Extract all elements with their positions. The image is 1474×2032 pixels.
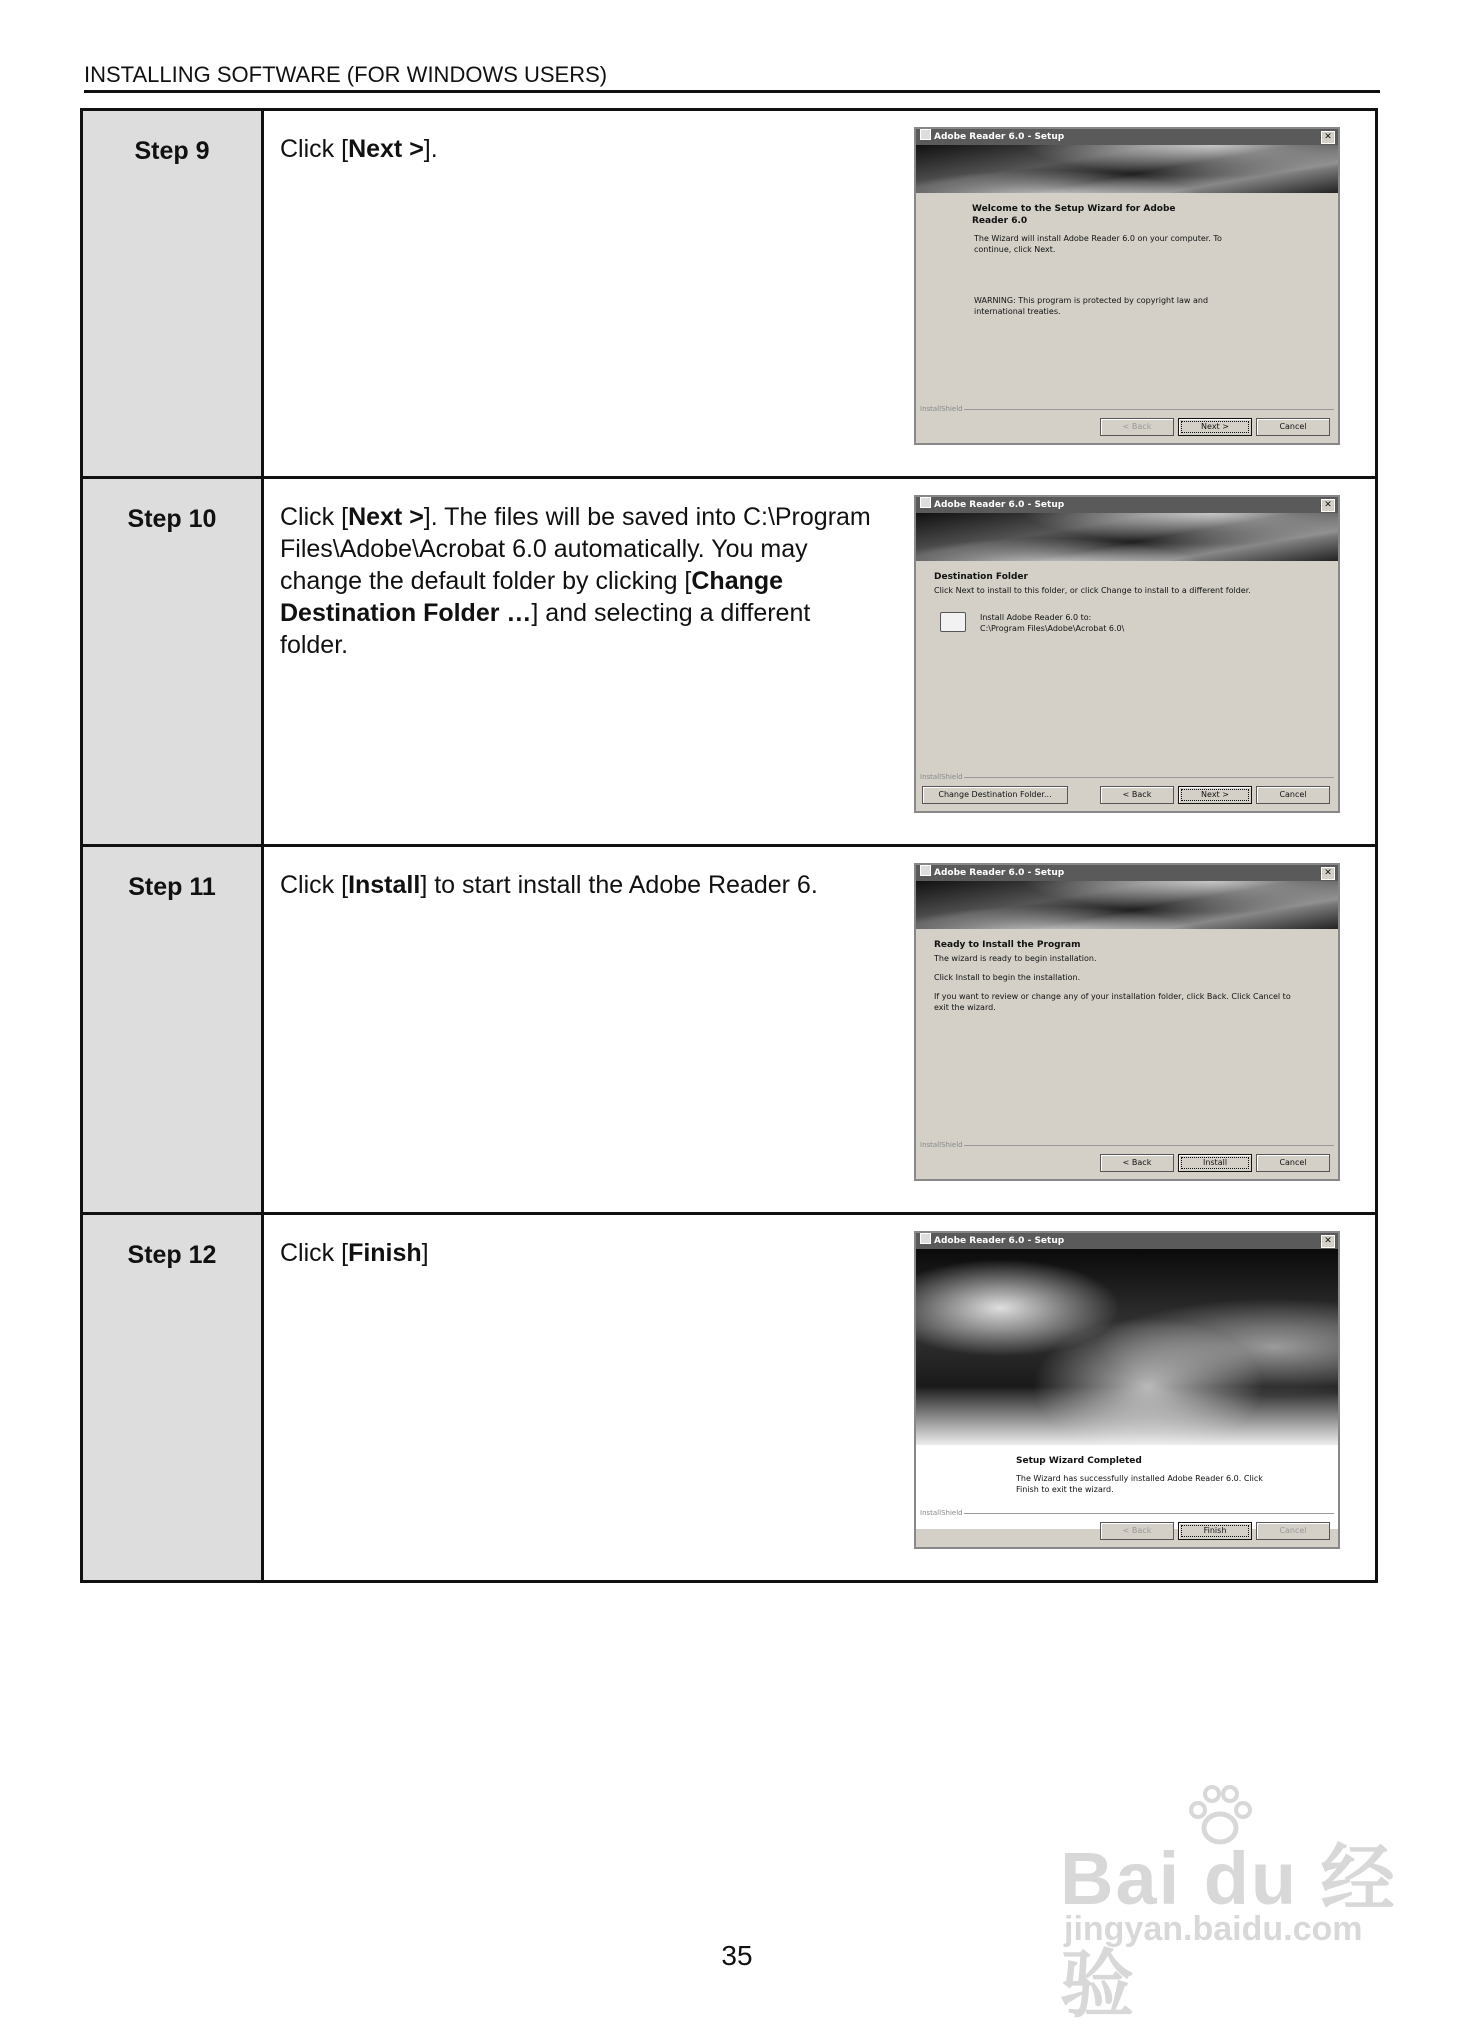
dialog-text: The Wizard will install Adobe Reader 6.0 on your computer. To continue, click Next. — [974, 234, 1222, 254]
back-button: < Back — [1100, 418, 1174, 436]
setup-dialog-screenshot — [914, 1231, 1340, 1549]
setup-app-icon — [920, 497, 931, 508]
change-destination-button: Change Destination Folder... — [922, 786, 1068, 804]
step-instruction: Click [Finish] — [280, 1239, 429, 1267]
dialog-heading: Welcome to the Setup Wizard for Adobe Reader 6.0 — [972, 204, 1176, 226]
dialog-banner-image — [916, 881, 1338, 929]
step-body — [263, 110, 1377, 478]
dialog-titlebar: Adobe Reader 6.0 - Setup ✕ — [916, 129, 1338, 145]
step-label: Step 11 — [82, 846, 263, 1214]
close-icon: ✕ — [1321, 867, 1335, 880]
step-label: Step 9 — [82, 110, 263, 478]
step-row — [82, 110, 1377, 478]
dialog-titlebar: Adobe Reader 6.0 - Setup ✕ — [916, 497, 1338, 513]
folder-icon — [940, 612, 966, 632]
cancel-button: Cancel — [1256, 786, 1330, 804]
dialog-heading: Ready to Install the Program — [934, 940, 1081, 950]
close-icon: ✕ — [1321, 499, 1335, 512]
dialog-text: The Wizard has successfully installed Adobe Reader 6.0. Click Finish to exit the wizard. — [1016, 1474, 1263, 1494]
step-label: Step 12 — [82, 1214, 263, 1582]
dialog-text: Click Next to install to this folder, or click Change to install to a different folder. — [934, 586, 1251, 595]
back-button: < Back — [1100, 1154, 1174, 1172]
cancel-button: Cancel — [1256, 1522, 1330, 1540]
dialog-text: The wizard is ready to begin installation. — [934, 954, 1097, 963]
watermark-url: jingyan.baidu.com — [1064, 1910, 1363, 1948]
dialog-heading: Setup Wizard Completed — [1016, 1456, 1142, 1466]
dialog-text: Click Install to begin the installation. — [934, 973, 1081, 982]
cancel-button: Cancel — [1256, 1154, 1330, 1172]
step-instruction: Click [Next >]. The files will be saved into C:\Program Files\Adobe\Acrobat 6.0 automatically. You may change the default folder by clicking [Change Destination Folder …] and selecting a different folder. — [280, 503, 871, 659]
page-header: INSTALLING SOFTWARE (FOR WINDOWS USERS) — [84, 60, 1380, 93]
step-label: Step 10 — [82, 478, 263, 846]
step-body — [263, 478, 1377, 846]
dialog-titlebar: Adobe Reader 6.0 - Setup ✕ — [916, 865, 1338, 881]
dialog-banner-image — [916, 513, 1338, 561]
setup-app-icon — [920, 129, 931, 140]
installshield-label: InstallShield — [920, 405, 963, 413]
step-row — [82, 1214, 1377, 1582]
steps-table — [80, 108, 1378, 1583]
dialog-banner-image — [916, 145, 1338, 193]
installshield-label: InstallShield — [920, 773, 963, 781]
next-button: Next > — [1178, 786, 1252, 804]
setup-app-icon — [920, 865, 931, 876]
next-button: Next > — [1178, 418, 1252, 436]
dialog-warning: WARNING: This program is protected by copyright law and international treaties. — [974, 296, 1209, 316]
step-row — [82, 478, 1377, 846]
folder-label: Install Adobe Reader 6.0 to: — [980, 613, 1092, 622]
setup-dialog-screenshot — [914, 127, 1340, 445]
dialog-text: If you want to review or change any of your installation folder, click Back. Click Cancel to exit the wizard. — [934, 992, 1291, 1012]
back-button: < Back — [1100, 786, 1174, 804]
step-row — [82, 846, 1377, 1214]
install-button: Install — [1178, 1154, 1252, 1172]
installshield-label: InstallShield — [920, 1509, 963, 1517]
close-icon: ✕ — [1321, 1235, 1335, 1248]
finish-button: Finish — [1178, 1522, 1252, 1540]
dialog-titlebar: Adobe Reader 6.0 - Setup ✕ — [916, 1233, 1338, 1249]
setup-app-icon — [920, 1233, 931, 1244]
setup-dialog-screenshot — [914, 495, 1340, 813]
dialog-heading: Destination Folder — [934, 572, 1028, 582]
page-number: 35 — [721, 1940, 753, 1971]
dialog-banner-image — [916, 1249, 1338, 1445]
setup-dialog-screenshot — [914, 863, 1340, 1181]
step-body — [263, 1214, 1377, 1582]
baidu-watermark — [1060, 1780, 1440, 2026]
step-body — [263, 846, 1377, 1214]
watermark-brand: Bai du 经验 — [1060, 1837, 1397, 2026]
back-button: < Back — [1100, 1522, 1174, 1540]
installshield-label: InstallShield — [920, 1141, 963, 1149]
step-instruction: Click [Install] to start install the Adobe Reader 6. — [280, 871, 818, 899]
close-icon: ✕ — [1321, 131, 1335, 144]
cancel-button: Cancel — [1256, 418, 1330, 436]
step-instruction: Click [Next >]. — [280, 135, 438, 163]
folder-path: C:\Program Files\Adobe\Acrobat 6.0\ — [980, 624, 1125, 633]
